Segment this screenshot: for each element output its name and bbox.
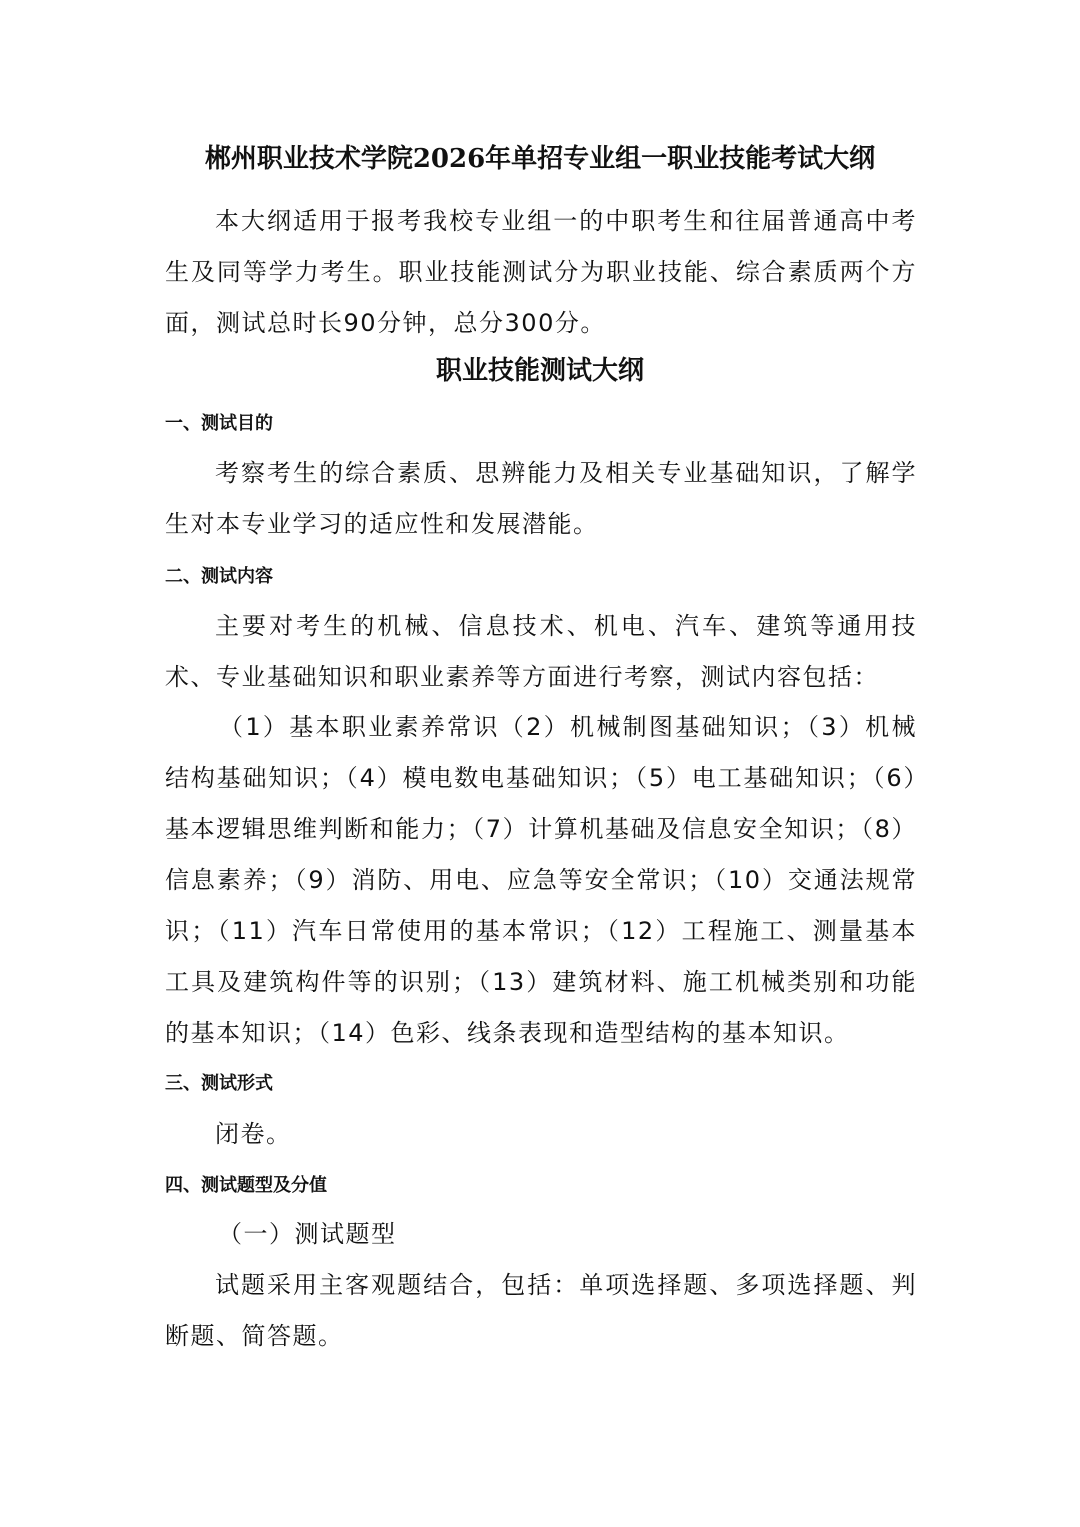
heading-question-types: 四、测试题型及分值 xyxy=(165,1175,327,1196)
paragraph-test-purpose: 考察考生的综合素质、思辨能力及相关专业基础知识，了解学生对本专业学习的适应性和发展潜能。 xyxy=(165,459,917,538)
heading-test-format: 三、测试形式 xyxy=(165,1073,273,1094)
heading-test-purpose: 一、测试目的 xyxy=(165,413,273,434)
section-title: 职业技能测试大纲 xyxy=(435,356,644,386)
intro-paragraph: 本大纲适用于报考我校专业组一的中职考生和往届普通高中考生及同等学力考生。职业技能测试分为职业技能、综合素质两个方面，测试总时长90分钟，总分300分。 xyxy=(165,207,917,337)
heading-test-content: 二、测试内容 xyxy=(165,566,273,587)
subheading-question-types: （一）测试题型 xyxy=(218,1220,397,1248)
paragraph-test-content: 主要对考生的机械、信息技术、机电、汽车、建筑等通用技术、专业基础知识和职业素养等方面进行考察，测试内容包括： xyxy=(165,612,917,691)
document-title: 郴州职业技术学院2026年单招专业组一职业技能考试大纲 xyxy=(204,144,876,174)
paragraph-test-format: 闭卷。 xyxy=(215,1120,292,1148)
paragraph-question-types: 试题采用主客观题结合，包括：单项选择题、多项选择题、判断题、简答题。 xyxy=(165,1271,917,1350)
paragraph-test-content-items: （1）基本职业素养常识（2）机械制图基础知识；（3）机械结构基础知识；（4）模电数电基础知识；（5）电工基础知识；（6）基本逻辑思维判断和能力；（7）计算机基础及信息安全知识；（8）信息素养；（9）消防、用电、应急等安全常识；（10）交通法规常识；（11）汽车日常使用的基本常识；（12）工程施工、测量基本工具及建筑构件等的识别；（13）建筑材料、施工机械类别和功能的基本知识；（14）色彩、线条表现和造型结构的基本知识。 xyxy=(165,713,917,1047)
